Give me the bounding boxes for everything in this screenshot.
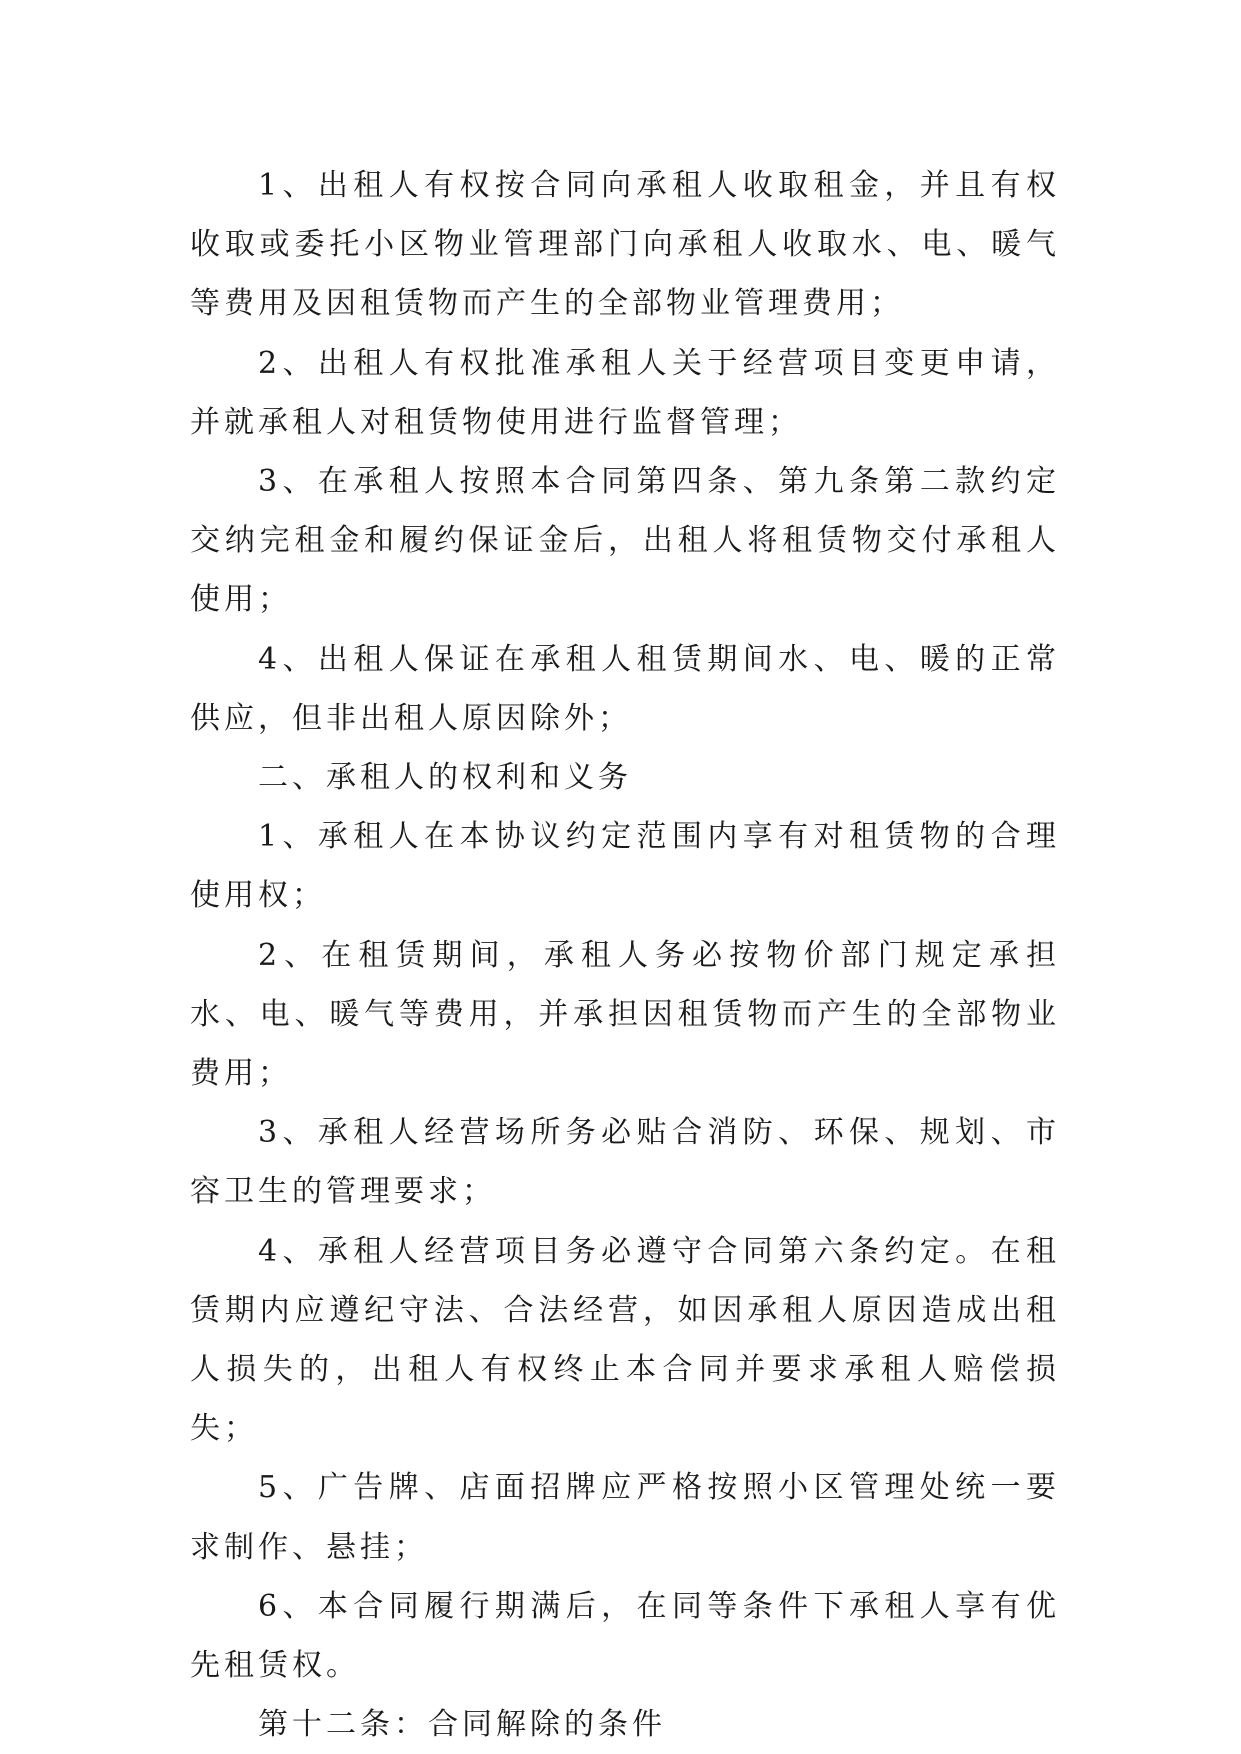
paragraph-lessee-right-4: 4、承租人经营项目务必遵守合同第六条约定。在租赁期内应遵纪守法、合法经营，如因承租人原因造成出租人损失的，出租人有权终止本合同并要求承租人赔偿损失； bbox=[190, 1233, 1060, 1447]
paragraph-lessor-right-2: 2、出租人有权批准承租人关于经营项目变更申请，并就承租人对租赁物使用进行监督管理； bbox=[190, 345, 1060, 440]
paragraph-lessor-right-4: 4、出租人保证在承租人租赁期间水、电、暖的正常供应，但非出租人原因除外； bbox=[190, 641, 1060, 736]
paragraph-lessor-right-1: 1、出租人有权按合同向承租人收取租金，并且有权收取或委托小区物业管理部门向承租人收取水、电、暖气等费用及因租赁物而产生的全部物业管理费用； bbox=[190, 168, 1060, 322]
document-body bbox=[190, 156, 1060, 1754]
paragraph-lessor-right-3: 3、在承租人按照本合同第四条、第九条第二款约定交纳完租金和履约保证金后，出租人将租赁物交付承租人使用； bbox=[190, 464, 1060, 618]
paragraph-lessee-right-5: 5、广告牌、店面招牌应严格按照小区管理处统一要求制作、悬挂； bbox=[190, 1470, 1060, 1565]
paragraph-lessee-right-3: 3、承租人经营场所务必贴合消防、环保、规划、市容卫生的管理要求； bbox=[190, 1115, 1060, 1210]
article-heading-termination: 第十二条：合同解除的条件 bbox=[258, 1707, 666, 1743]
paragraph-lessee-right-1: 1、承租人在本协议约定范围内享有对租赁物的合理使用权； bbox=[190, 819, 1060, 914]
paragraph-lessee-right-6: 6、本合同履行期满后，在同等条件下承租人享有优先租赁权。 bbox=[190, 1588, 1060, 1684]
paragraph-lessee-right-2: 2、在租赁期间，承租人务必按物价部门规定承担水、电、暖气等费用，并承担因租赁物而产生的全部物业费用； bbox=[190, 937, 1060, 1092]
section-heading-lessee-rights: 二、承租人的权利和义务 bbox=[258, 760, 632, 796]
